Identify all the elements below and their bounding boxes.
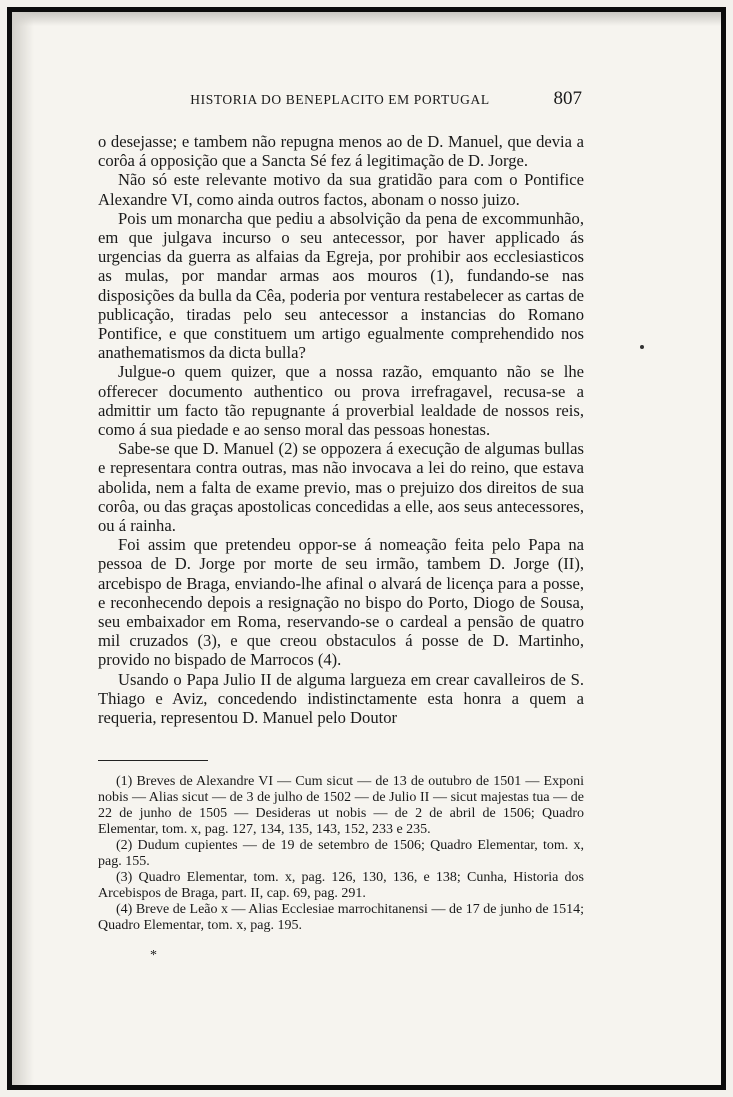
ink-speck [640,345,644,349]
paragraph: o desejasse; e tambem não repugna menos ao de D. Manuel, que devia a corôa á opposição que a Sancta Sé fez á legitimação de D. Jorge. [98,132,584,171]
footnotes [98,774,584,934]
scan-shadow-top [12,12,721,26]
footnote: (2) Dudum cupientes — de 19 de setembro de 1506; Quadro Elementar, tom. x, pag. 155. [98,838,584,869]
footnote: (3) Quadro Elementar, tom. x, pag. 126, 130, 136, e 138; Cunha, Historia dos Arcebispos de Braga, part. II, cap. 69, pag. 291. [98,870,584,901]
end-mark: * [150,948,157,963]
body-text [98,132,584,727]
paragraph: Não só este relevante motivo da sua gratidão para com o Pontifice Alexandre VI, como ainda outros factos, abonam o nosso juizo. [98,170,584,209]
paragraph: Pois um monarcha que pediu a absolvição da pena de excommunhão, em que julgava incurso o seu antecessor, por haver applicado ás urgencias da guerra as alfaias da Egreja, por prohibir aos ecclesiasticos as mulas, por mandar armas aos mouros (1), fundando-se nas disposições da bulla da Cêa, poderia por ventura restabelecer as cartas de publicação, tiradas pelo seu antecessor a instancias do Romano Pontifice, e que constituem um artigo egualmente comprehendido nos anathematismos da dicta bulla? [98,208,584,363]
paragraph: Foi assim que pretendeu oppor-se á nomeação feita pelo Papa na pessoa de D. Jorge por morte de seu irmão, tambem D. Jorge (II), arcebispo de Braga, enviando-lhe afinal o alvará de licença para a posse, e reconhecendo depois a resignação no bispo do Porto, Diogo de Sousa, seu embaixador em Roma, reservando-se o cardeal a pensão de quatro mil cruzados (3), e que creou obstaculos á posse de D. Martinho, provido no bispado de Marrocos (4). [98,535,584,670]
footnote: (1) Breves de Alexandre VI — Cum sicut — de 13 de outubro de 1501 — Exponi nobis — Alias sicut — de 3 de julho de 1502 — de Julio II — sicut majestas tua — de 22 de junho de 1505 — Desideras ut nobis — de 2 de abril de 1506; Quadro Elementar, tom. x, pag. 127, 134, 135, 143, 152, 233 e 235. [98,774,584,837]
scan-shadow-left [12,12,34,1085]
page-number: 807 [553,88,582,109]
paragraph: Julgue-o quem quizer, que a nossa razão, emquanto não se lhe offerecer documento authentico ou prova irrefragavel, recusa-se a admittir um facto tão repugnante á proverbial lealdade de nossos reis, como á sua piedade e ao senso moral das pessoas honestas. [98,362,584,440]
footnote-divider [98,760,208,761]
footnote: (4) Breve de Leão x — Alias Ecclesiae marrochitanensi — de 17 de junho de 1514; Quadro Elementar, tom. x, pag. 195. [98,902,584,933]
paragraph: Usando o Papa Julio II de alguma largueza em crear cavalleiros de S. Thiago e Aviz, concedendo indistinctamente esta honra a quem a requeria, representou D. Manuel pelo Doutor [98,669,584,728]
running-title: HISTORIA DO BENEPLACITO EM PORTUGAL [190,92,490,107]
paragraph: Sabe-se que D. Manuel (2) se oppozera á execução de algumas bullas e representara contra outras, mas não invocava a lei do reino, que estava abolida, nem a falta de exame previo, mas o prejuizo dos direitos de sua corôa, ou das graças apostolicas concedidas a elle, aos seus antecessores, ou á rainha. [98,439,584,536]
running-header [98,88,582,116]
